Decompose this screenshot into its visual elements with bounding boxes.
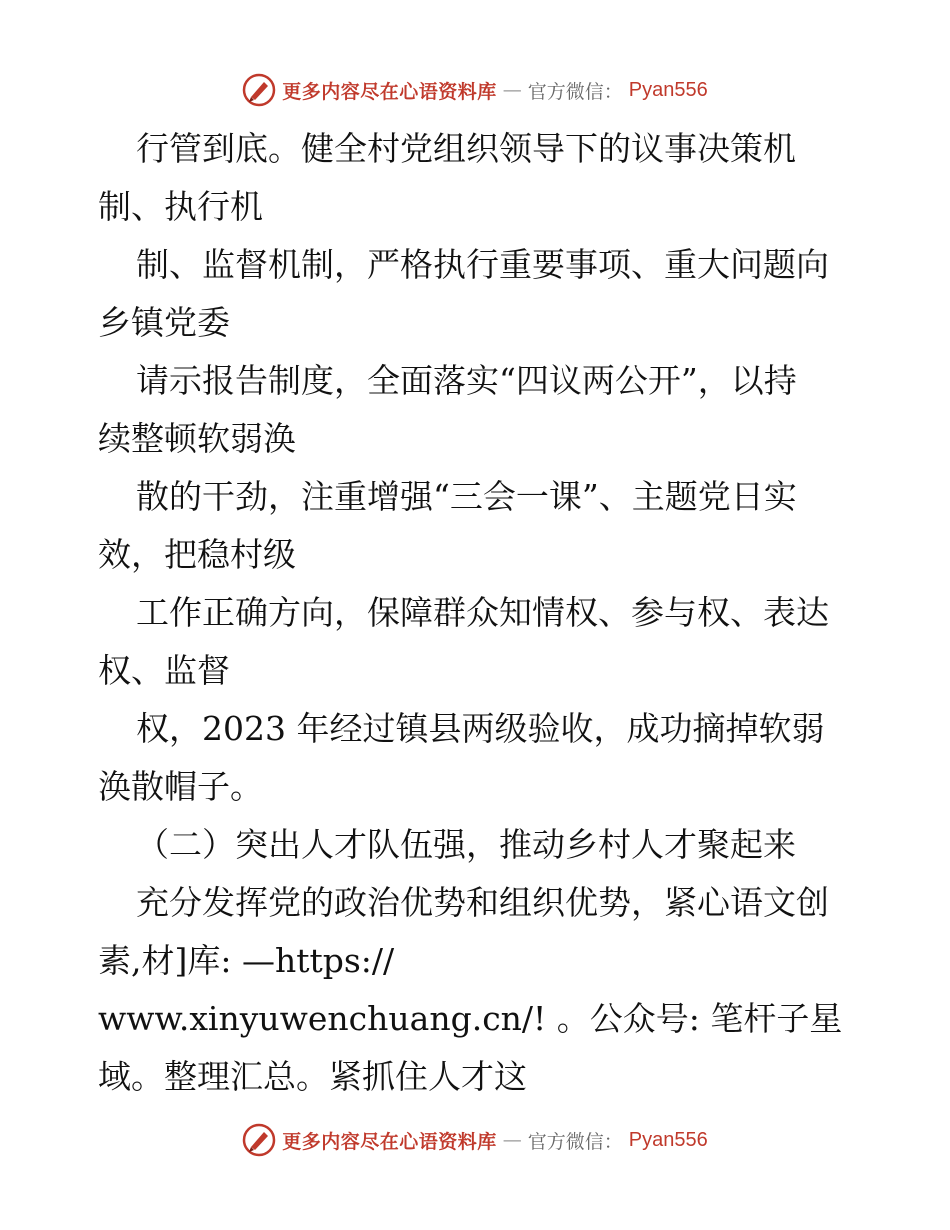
- text-line: 制、执行机: [98, 187, 263, 226]
- watermark-dash: —: [502, 79, 522, 101]
- text-line: www.xinyuwenchuang.cn/! 。公众号: 笔杆子星: [98, 999, 843, 1038]
- text-line: 行管到底。健全村党组织领导下的议事决策机: [136, 129, 796, 168]
- pen-logo-icon: [242, 73, 276, 107]
- watermark-brand: [242, 1123, 708, 1157]
- watermark-dash: —: [502, 1129, 522, 1151]
- pen-logo-icon: [242, 1123, 276, 1157]
- watermark-brand-text: 更多内容尽在心语资料库: [282, 80, 497, 103]
- text-line: 工作正确方向，保障群众知情权、参与权、表达: [136, 593, 829, 632]
- text-line: 权，2023 年经过镇县两级验收，成功摘掉软弱: [136, 709, 825, 748]
- body-text: [98, 120, 858, 1106]
- watermark-wechat-id: Pyan556: [628, 78, 708, 101]
- watermark-brand-text: 更多内容尽在心语资料库: [282, 1130, 497, 1153]
- text-line: 续整顿软弱涣: [98, 419, 296, 458]
- text-line: 请示报告制度，全面落实“四议两公开”，以持: [136, 361, 797, 400]
- watermark-wechat-label: 官方微信：: [527, 1130, 623, 1153]
- watermark-brand: [242, 73, 708, 107]
- watermark-wechat-label: 官方微信：: [527, 80, 623, 103]
- watermark-wechat-id: Pyan556: [628, 1128, 708, 1151]
- header-watermark: [0, 70, 950, 110]
- text-line: 充分发挥党的政治优势和组织优势，紧心语文创: [136, 883, 829, 922]
- text-line: 域。整理汇总。紧抓住人才这: [98, 1057, 527, 1096]
- text-line: 素,材]库: —https://: [98, 941, 395, 980]
- text-line: 涣散帽子。: [98, 767, 263, 806]
- text-line: 效，把稳村级: [98, 535, 296, 574]
- text-line: 散的干劲，注重增强“三会一课”、主题党日实: [136, 477, 797, 516]
- text-line: 权、监督: [98, 651, 230, 690]
- text-line: 制、监督机制，严格执行重要事项、重大问题向: [136, 245, 829, 284]
- text-line: 乡镇党委: [98, 303, 230, 342]
- section-heading: （二）突出人才队伍强，推动乡村人才聚起来: [136, 825, 796, 864]
- footer-watermark: [0, 1120, 950, 1160]
